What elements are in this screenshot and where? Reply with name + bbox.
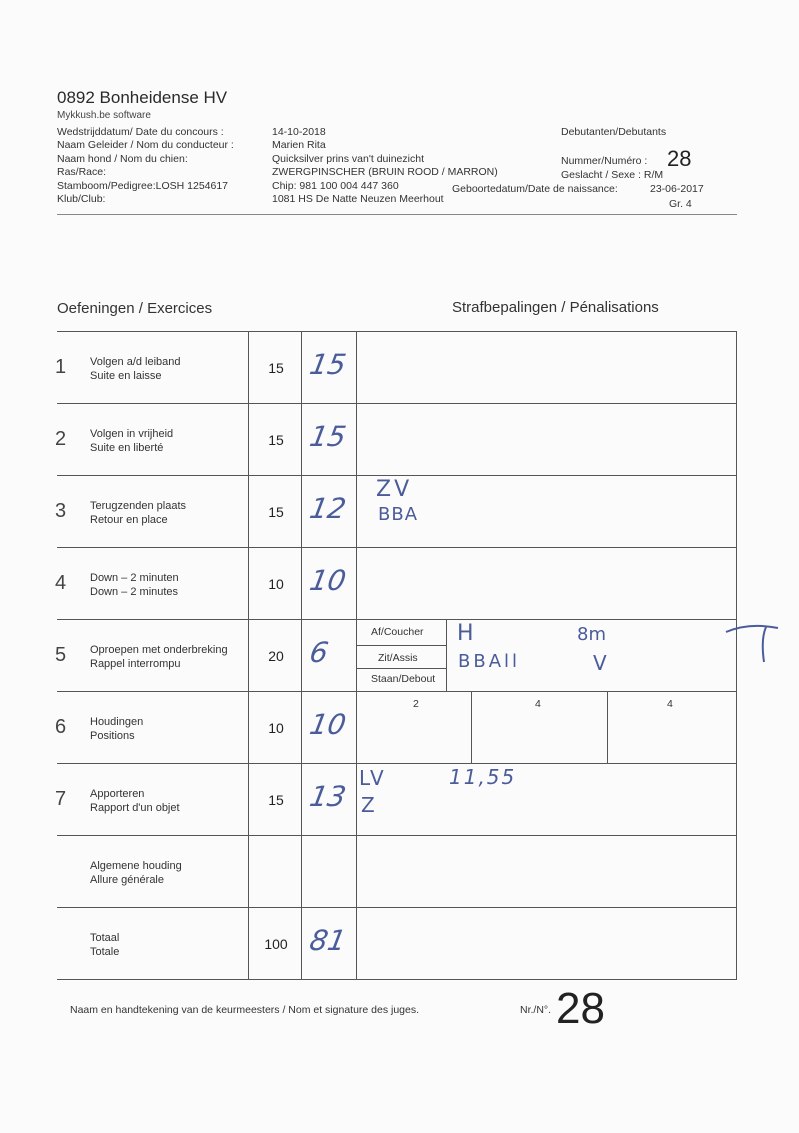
note-time: 11,55 <box>449 765 517 789</box>
exercise-name-nl: Down – 2 minuten <box>90 572 179 584</box>
header-divider <box>57 214 737 215</box>
sex-label: Geslacht / Sexe : R/M <box>561 169 664 181</box>
exercise-name-fr: Rappel interrompu <box>90 658 181 670</box>
number-value: 28 <box>667 146 692 171</box>
chip-value: Chip: 981 100 004 447 360 <box>272 179 399 192</box>
awarded-score: 10 <box>307 708 349 741</box>
max-points: 10 <box>268 576 284 592</box>
exercise-name-fr: Retour en place <box>90 514 168 526</box>
nr-label: Nr./N°. <box>520 1004 552 1016</box>
group-label: Gr. 4 <box>669 198 692 210</box>
note-h: H <box>457 621 474 646</box>
max-points: 10 <box>268 720 284 736</box>
max-points: 15 <box>268 360 284 376</box>
handler-label: Naam Geleider / Nom du conducteur : <box>57 139 234 152</box>
club-label: Klub/Club: <box>57 193 106 206</box>
note-8m: 8m <box>577 624 606 645</box>
exercise-name-nl: Houdingen <box>90 716 144 728</box>
margin-mark-icon <box>722 618 782 668</box>
row6-sub-3: 4 <box>667 698 673 710</box>
row5-coucher-label: Af/Coucher <box>371 626 424 638</box>
date-label: Wedstrijddatum/ Date du concours : <box>57 126 224 138</box>
software-label: Mykkush.be software <box>57 110 151 121</box>
exercise-number: 6 <box>55 716 67 738</box>
awarded-score: 15 <box>307 420 349 453</box>
exercise-name-nl: Volgen in vrijheid <box>90 428 174 440</box>
breed-value: ZWERGPINSCHER (BRUIN ROOD / MARRON) <box>272 166 498 179</box>
awarded-score: 6 <box>307 636 331 669</box>
max-points: 20 <box>268 648 284 664</box>
breed-label: Ras/Race: <box>57 166 107 179</box>
exercise-number: 5 <box>55 644 67 666</box>
note-zv: ZV <box>376 477 413 502</box>
row6-sub-2: 4 <box>535 698 541 710</box>
max-points: 15 <box>268 504 284 520</box>
club-value: 1081 HS De Natte Neuzen Meerhout <box>272 193 444 206</box>
exercise-number: 2 <box>55 428 67 450</box>
exercise-name-fr: Down – 2 minutes <box>90 586 179 598</box>
header-labels <box>57 126 234 206</box>
row5-debout-label: Staan/Debout <box>371 673 436 685</box>
birth-date: 23-06-2017 <box>650 183 704 195</box>
awarded-score: 81 <box>307 924 349 957</box>
date-value: 14-10-2018 <box>272 126 326 138</box>
judges-signature-label: Naam en handtekening van de keurmeesters / Nom et signature des juges. <box>70 1004 420 1016</box>
note-v: V <box>593 651 607 675</box>
exercise-name-nl: Apporteren <box>90 788 145 800</box>
exercise-name-fr: Suite en liberté <box>90 442 164 454</box>
exercise-name-nl: Oproepen met onderbreking <box>90 644 228 656</box>
exercise-number: 4 <box>55 572 67 594</box>
exercise-name-nl: Algemene houding <box>90 860 182 872</box>
exercise-name-fr: Rapport d'un objet <box>90 802 180 814</box>
exercise-number: 1 <box>55 356 67 378</box>
nr-value: 28 <box>556 984 605 1033</box>
penalties-heading: Strafbepalingen / Pénalisations <box>452 299 659 316</box>
exercise-number: 3 <box>55 500 67 522</box>
awarded-score: 10 <box>307 564 349 597</box>
exercise-name-nl: Terugzenden plaats <box>90 500 187 512</box>
row6-sub-1: 2 <box>413 698 419 710</box>
dog-name-value: Quicksilver prins van't duinezicht <box>272 152 424 165</box>
max-points: 15 <box>268 432 284 448</box>
note-lv: LV <box>359 766 386 790</box>
class-label: Debutanten/Debutants <box>561 126 667 138</box>
awarded-score: 13 <box>307 780 349 813</box>
pedigree-label: Stamboom/Pedigree:LOSH 1254617 <box>57 179 229 192</box>
dog-name-label: Naam hond / Nom du chien: <box>57 152 188 165</box>
birth-label: Geboortedatum/Date de naissance: <box>452 183 618 195</box>
row5-assis-label: Zit/Assis <box>378 652 418 664</box>
exercise-number: 7 <box>55 788 67 810</box>
exercise-name-fr: Suite en laisse <box>90 370 162 382</box>
exercise-name-nl: Totaal <box>90 932 120 944</box>
number-label: Nummer/Numéro : <box>561 155 648 167</box>
max-points: 15 <box>268 792 284 808</box>
exercises-heading: Oefeningen / Exercices <box>57 300 213 317</box>
exercise-name-fr: Allure générale <box>90 874 164 886</box>
awarded-score: 15 <box>307 348 349 381</box>
handler-value: Marien Rita <box>272 139 326 152</box>
exercise-name-fr: Totale <box>90 946 120 958</box>
club-name: 0892 Bonheidense HV <box>57 88 228 107</box>
note-z: Z <box>361 793 375 817</box>
exercise-name-fr: Positions <box>90 730 135 742</box>
max-points: 100 <box>264 936 288 952</box>
note-bball: BBAll <box>458 651 521 672</box>
note-bba: BBA <box>378 504 419 525</box>
awarded-score: 12 <box>307 492 349 525</box>
exercise-name-nl: Volgen a/d leiband <box>90 356 181 368</box>
